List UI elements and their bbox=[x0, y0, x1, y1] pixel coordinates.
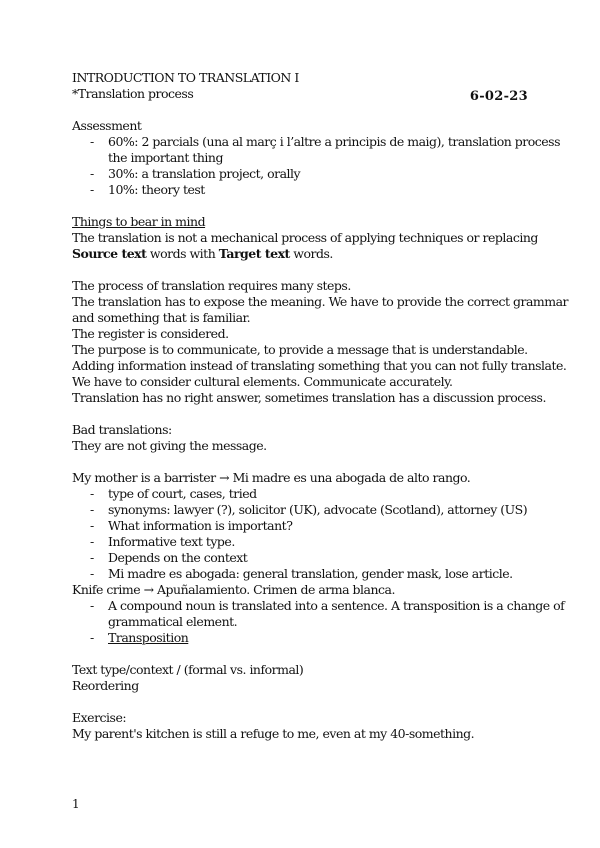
exercise-heading: Exercise: bbox=[72, 710, 127, 725]
page-number: 1 bbox=[72, 797, 80, 811]
bad-translations-heading: Bad translations: bbox=[72, 422, 172, 437]
target-text-term: Target text bbox=[218, 246, 290, 261]
paragraph-line: Translation has no right answer, sometimes translation has a discussion process. bbox=[72, 390, 546, 405]
assessment-list bbox=[72, 134, 561, 198]
things-heading: Things to bear in mind bbox=[72, 214, 206, 229]
list-item: - synonyms: lawyer (?), solicitor (UK), advocate (Scotland), attorney (US) bbox=[90, 502, 542, 518]
paragraph-line: and something that is familiar. bbox=[72, 310, 251, 325]
list-item: - 30%: a translation project, orally bbox=[90, 166, 542, 182]
paragraph-line: Reordering bbox=[72, 678, 139, 693]
paragraph-line: Text type/context / (formal vs. informal) bbox=[72, 662, 304, 677]
assessment-heading: Assessment bbox=[72, 118, 142, 133]
list-item: - type of court, cases, tried bbox=[90, 486, 542, 502]
paragraph-line: The purpose is to communicate, to provide a message that is understandable. bbox=[72, 342, 528, 357]
transposition-term: Transposition bbox=[108, 630, 189, 645]
list-item: - A compound noun is translated into a sentence. A transposition is a change of grammatical element. bbox=[90, 598, 542, 630]
exercise-sentence: My parent's kitchen is still a refuge to me, even at my 40-something. bbox=[72, 726, 475, 741]
list-item: - 10%: theory test bbox=[90, 182, 542, 198]
list-item: - Mi madre es abogada: general translation, gender mask, lose article. bbox=[90, 566, 542, 582]
document-title: INTRODUCTION TO TRANSLATION I bbox=[72, 70, 299, 85]
source-text-term: Source text bbox=[72, 246, 147, 261]
paragraph-line: Source text words with Target text words. bbox=[72, 246, 333, 261]
paragraph-line: We have to consider cultural elements. Communicate accurately. bbox=[72, 374, 453, 389]
example-list bbox=[72, 598, 565, 646]
paragraph-line: The register is considered. bbox=[72, 326, 229, 341]
list-item: - Depends on the context bbox=[90, 550, 542, 566]
paragraph-line: The translation has to expose the meaning. We have to provide the correct grammar bbox=[72, 294, 569, 309]
paragraph-line: They are not giving the message. bbox=[72, 438, 267, 453]
paragraph-line: The process of translation requires many steps. bbox=[72, 278, 351, 293]
list-item: - Informative text type. bbox=[90, 534, 542, 550]
list-item: - What information is important? bbox=[90, 518, 542, 534]
paragraph-line: The translation is not a mechanical process of applying techniques or replacing bbox=[72, 230, 538, 245]
lecture-date: 6-02-23 bbox=[469, 89, 528, 104]
list-item bbox=[90, 630, 542, 646]
example-list bbox=[72, 486, 542, 582]
list-item: - 60%: 2 parcials (una al març i l’altre a principis de maig), translation process the important thing bbox=[90, 134, 542, 166]
example-line: My mother is a barrister → Mi madre es una abogada de alto rango. bbox=[72, 470, 471, 485]
example-line: Knife crime → Apuñalamiento. Crimen de arma blanca. bbox=[72, 582, 395, 597]
paragraph-line: Adding information instead of translating something that you can not fully translate. bbox=[72, 358, 567, 373]
section-subtitle: *Translation process bbox=[72, 86, 194, 101]
document-body bbox=[72, 70, 569, 742]
